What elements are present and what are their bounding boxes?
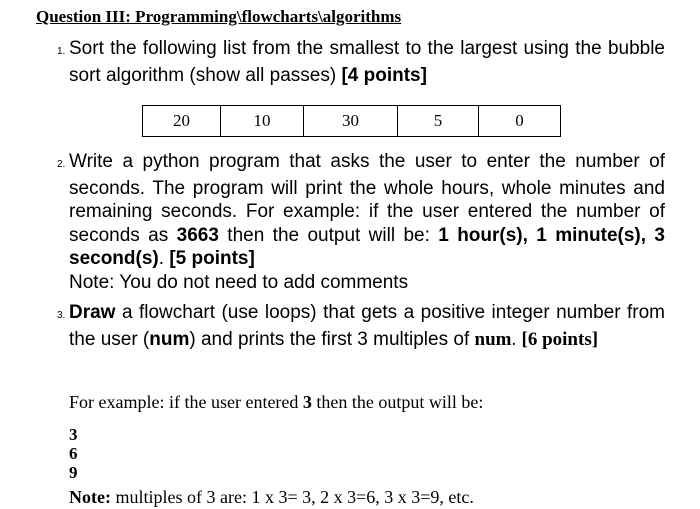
question-2-dot: . (158, 248, 165, 269)
multiples-note (69, 487, 474, 508)
output-value: 6 (69, 444, 78, 463)
example-text-b: then the output will be: (316, 392, 484, 412)
question-1 (57, 37, 665, 87)
question-2-text: Write a python program that asks the user to enter the number of seconds. The program will print the whole hours, whole minutes and remaining seconds. For example: if the user entered the number of seconds as (69, 151, 665, 246)
question-3-num-word-2: num (474, 328, 512, 350)
output-value: 3 (69, 425, 78, 444)
question-2-seconds: 3663 (176, 224, 219, 246)
question-1-points: [4 points] (341, 64, 427, 86)
output-list (69, 425, 78, 482)
question-2-points: [5 points] (169, 248, 255, 269)
question-2-number: 2. (57, 159, 66, 170)
output-value: 9 (69, 463, 78, 482)
list-cell: 0 (479, 106, 561, 137)
question-3-text-b: ) and prints the first 3 multiples of (189, 328, 470, 350)
table-row (143, 106, 561, 137)
question-1-number: 1. (57, 46, 66, 57)
question-3-num-word: num (149, 328, 190, 350)
list-cell: 20 (143, 106, 221, 137)
example-text: For example: if the user entered (69, 392, 299, 412)
list-cell: 30 (304, 106, 398, 137)
list-table (142, 105, 561, 137)
question-3-draw: Draw (69, 302, 116, 323)
question-3 (57, 301, 666, 351)
list-cell: 5 (398, 106, 479, 137)
question-3-points: [6 points] (521, 328, 599, 350)
multiples-note-text: multiples of 3 are: 1 x 3= 3, 2 x 3=6, 3 x 3=9, etc. (115, 487, 474, 507)
list-cell: 10 (221, 106, 304, 137)
question-3-text-c: . (511, 328, 517, 350)
question-2 (57, 150, 665, 294)
question-2-output: 1 hour(s), 1 minute(s), 3 second(s) (69, 224, 665, 269)
question-2-note: Note: You do not need to add comments (69, 271, 409, 293)
question-1-text: Sort the following list from the smallest to the largest using the bubble sort algorithm (show all passes) (69, 38, 665, 86)
multiples-note-label: Note: (69, 487, 111, 507)
question-2-text-b: then the output will be: (227, 224, 430, 246)
example-line (69, 392, 483, 413)
question-3-text: a flowchart (use loops) that gets a positive integer number from the user ( (69, 302, 666, 350)
example-value: 3 (302, 392, 312, 412)
section-heading: Question III: Programming\flowcharts\algorithms (36, 7, 402, 26)
question-3-number: 3. (57, 310, 66, 321)
